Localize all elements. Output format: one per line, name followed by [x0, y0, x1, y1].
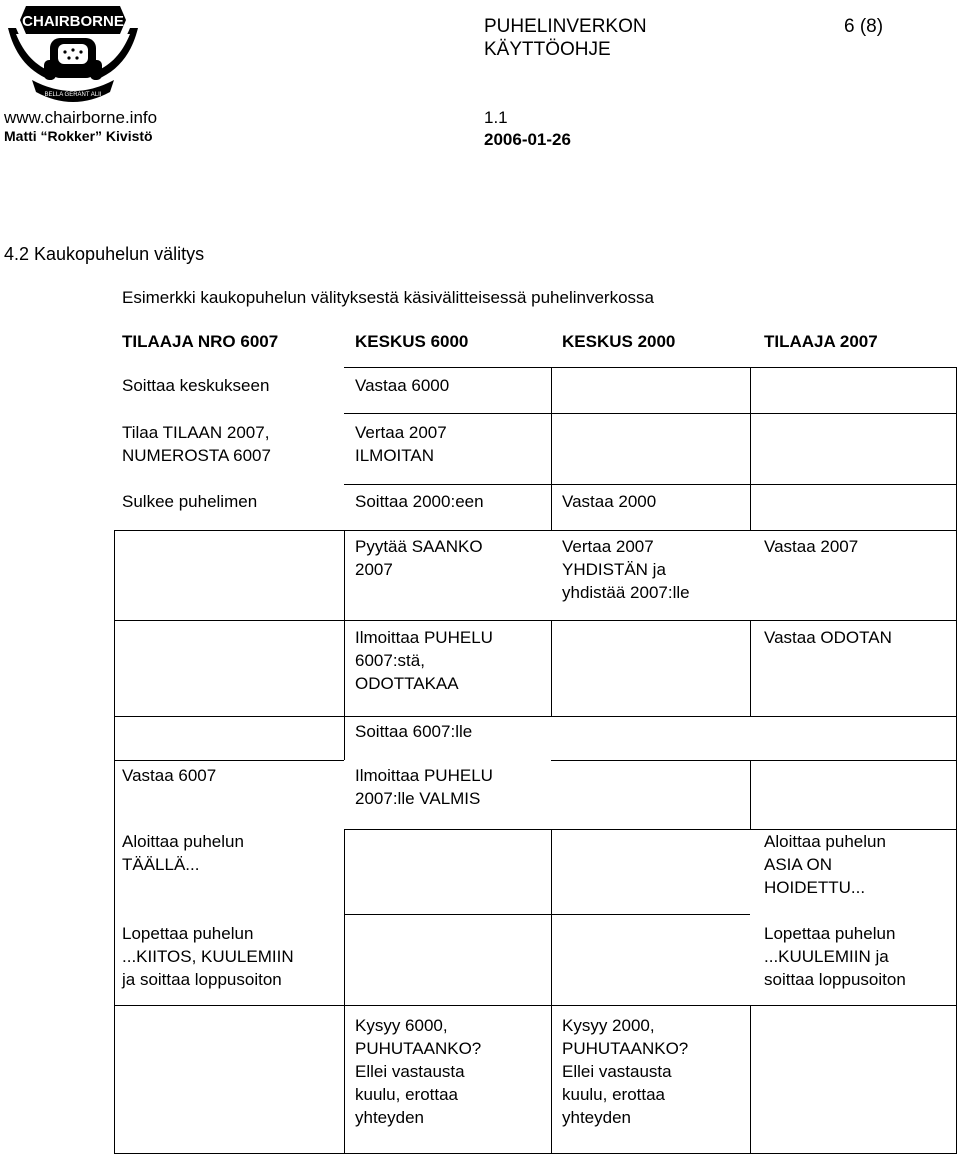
r5-c2c: ODOTTAKAA	[355, 674, 459, 693]
r3-c1: Sulkee puhelimen	[122, 492, 258, 511]
r7-c2a: Ilmoittaa PUHELU	[355, 766, 493, 785]
r10-c3a: Kysyy 2000,	[562, 1016, 655, 1035]
r9-c1c: ja soittaa loppusoiton	[122, 970, 282, 989]
r1-c2: Vastaa 6000	[355, 376, 450, 395]
r9-c1b: ...KIITOS, KUULEMIIN	[122, 947, 294, 966]
logo-text: CHAIRBORNE	[22, 13, 124, 30]
r3-c3: Vastaa 2000	[562, 492, 657, 511]
r5-c2a: Ilmoittaa PUHELU	[355, 628, 493, 647]
logo-subtext: BELLA GERANT ALII	[44, 92, 102, 98]
r10-c2a: Kysyy 6000,	[355, 1016, 448, 1035]
r10-c3c: Ellei vastausta	[562, 1062, 672, 1081]
r8-c4b: ASIA ON	[764, 855, 833, 874]
r10-c3e: yhteyden	[562, 1108, 631, 1127]
r8-c1b: TÄÄLLÄ...	[122, 855, 200, 874]
logo-banner	[20, 6, 126, 34]
r4-c4: Vastaa 2007	[764, 537, 859, 556]
r10-c3b: PUHUTAANKO?	[562, 1039, 689, 1058]
r10-c2d: kuulu, erottaa	[355, 1085, 459, 1104]
r4-c3c: yhdistää 2007:lle	[562, 583, 690, 602]
r4-c2a: Pyytää SAANKO	[355, 537, 483, 556]
doc-version: 1.1	[484, 108, 508, 127]
r5-c2b: 6007:stä,	[355, 651, 425, 670]
r4-c3a: Vertaa 2007	[562, 537, 654, 556]
r2-c1b: NUMEROSTA 6007	[122, 446, 271, 465]
r7-c2b: 2007:lle VALMIS	[355, 789, 481, 808]
r6-c2: Soittaa 6007:lle	[355, 722, 473, 741]
chairborne-logo	[4, 0, 142, 104]
r8-c1a: Aloittaa puhelun	[122, 832, 244, 851]
r8-c4a: Aloittaa puhelun	[764, 832, 886, 851]
r10-c2c: Ellei vastausta	[355, 1062, 465, 1081]
section-title: 4.2 Kaukopuhelun välitys	[4, 244, 205, 264]
r7-c1: Vastaa 6007	[122, 766, 217, 785]
r10-c3d: kuulu, erottaa	[562, 1085, 666, 1104]
header-subscriber-6007: TILAAJA NRO 6007	[122, 332, 279, 351]
r10-c2b: PUHUTAANKO?	[355, 1039, 482, 1058]
doc-title-line2: KÄYTTÖOHJE	[484, 39, 611, 60]
doc-title-line1: PUHELINVERKON	[484, 16, 647, 37]
website-link[interactable]: www.chairborne.info	[4, 108, 158, 127]
r8-c4c: HOIDETTU...	[764, 878, 866, 897]
page-number: 6 (8)	[844, 16, 884, 37]
r5-c4: Vastaa ODOTAN	[764, 628, 892, 647]
doc-author: Matti “Rokker” Kivistö	[4, 128, 153, 144]
r2-c2a: Vertaa 2007	[355, 423, 447, 442]
r2-c1a: Tilaa TILAAN 2007,	[122, 423, 270, 442]
r9-c1a: Lopettaa puhelun	[122, 924, 254, 943]
r10-c2e: yhteyden	[355, 1108, 424, 1127]
r9-c4b: ...KUULEMIIN ja	[764, 947, 889, 966]
header-subscriber-2007: TILAAJA 2007	[764, 332, 878, 351]
r2-c2b: ILMOITAN	[355, 446, 435, 465]
r1-c1: Soittaa keskukseen	[122, 376, 270, 395]
r9-c4c: soittaa loppusoiton	[764, 970, 906, 989]
section-intro: Esimerkki kaukopuhelun välityksestä käsivälitteisessä puhelinverkossa	[122, 288, 654, 307]
header-exchange-2000: KESKUS 2000	[562, 332, 676, 351]
armchair-icon	[44, 38, 102, 80]
header-exchange-6000: KESKUS 6000	[355, 332, 469, 351]
r4-c3b: YHDISTÄN ja	[562, 560, 666, 579]
r9-c4a: Lopettaa puhelun	[764, 924, 896, 943]
r4-c2b: 2007	[355, 560, 393, 579]
r3-c2: Soittaa 2000:een	[355, 492, 484, 511]
doc-date: 2006-01-26	[484, 130, 571, 149]
